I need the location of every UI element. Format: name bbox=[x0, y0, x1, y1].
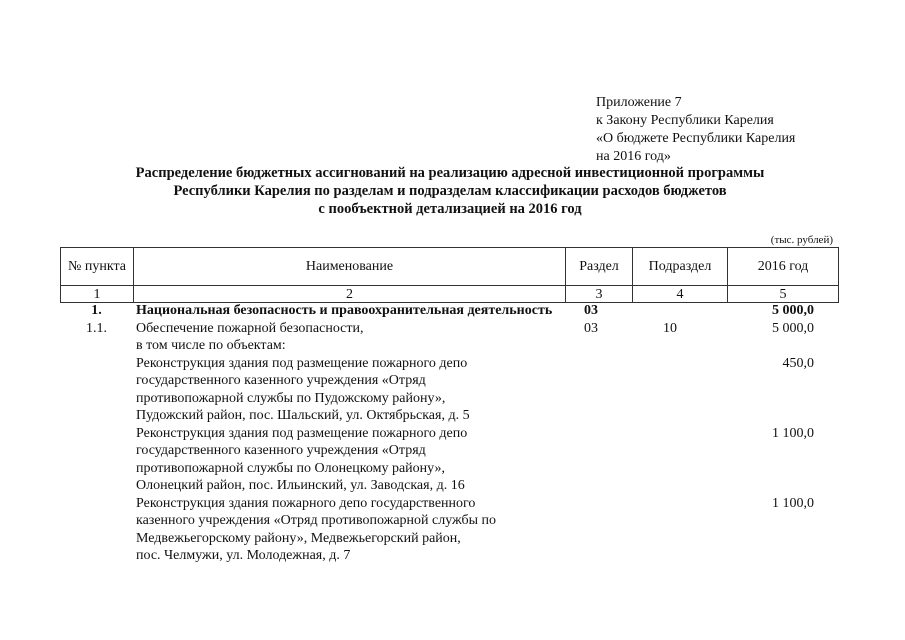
row-name-line: государственного казенного учреждения «Отряд bbox=[136, 443, 426, 458]
row-amount: 1 100,0 bbox=[772, 495, 814, 511]
row-section: 03 bbox=[584, 303, 598, 318]
header-name: Наименование bbox=[134, 248, 566, 286]
row-name-line: Реконструкция здания под размещение пожарного депо bbox=[136, 355, 468, 371]
row-name-line: пос. Челмужи, ул. Молодежная, д. 7 bbox=[136, 548, 351, 563]
title-line: Распределение бюджетных ассигнований на реализацию адресной инвестиционной программы bbox=[135, 165, 765, 181]
row-name-line: Реконструкция здания под размещение пожарного депо bbox=[136, 425, 468, 441]
table-row bbox=[60, 302, 838, 320]
row-name-line: противопожарной службы по Пудожскому району», bbox=[136, 390, 446, 406]
row-amount: 5 000,0 bbox=[772, 303, 814, 318]
row-name-line: Обеспечение пожарной безопасности, bbox=[136, 320, 364, 336]
table-body bbox=[60, 302, 838, 565]
row-name-line: Олонецкий район, пос. Ильинский, ул. Заводская, д. 16 bbox=[136, 478, 465, 493]
appendix-line: «О бюджете Республики Карелия bbox=[596, 131, 796, 146]
col-number: 4 bbox=[633, 286, 728, 303]
row-name bbox=[136, 320, 566, 355]
table-row bbox=[60, 355, 838, 425]
col-number: 3 bbox=[566, 286, 633, 303]
row-name-line: Медвежьегорскому району», Медвежьегорский район, bbox=[136, 530, 461, 546]
row-name-line: Реконструкция здания пожарного депо государственного bbox=[136, 495, 476, 511]
row-section: 03 bbox=[584, 320, 598, 336]
row-name: Национальная безопасность и правоохранительная деятельность bbox=[136, 303, 553, 318]
title-line: Республики Карелия по разделам и подразделам классификации расходов бюджетов bbox=[173, 183, 727, 199]
col-number: 5 bbox=[728, 286, 839, 303]
row-name bbox=[136, 425, 566, 495]
appendix-line: Приложение 7 bbox=[596, 95, 682, 110]
header-section: Раздел bbox=[566, 248, 633, 286]
header-num: № пункта bbox=[61, 248, 134, 286]
row-name bbox=[136, 355, 566, 425]
row-name-line: в том числе по объектам: bbox=[136, 338, 286, 353]
col-number: 1 bbox=[61, 286, 134, 303]
appendix-line: к Закону Республики Карелия bbox=[596, 113, 774, 128]
row-num: 1. bbox=[91, 303, 102, 318]
row-name-line: противопожарной службы по Олонецкому району», bbox=[136, 460, 445, 476]
table-row bbox=[60, 495, 838, 565]
table-row bbox=[60, 425, 838, 495]
row-name-line: государственного казенного учреждения «Отряд bbox=[136, 373, 426, 388]
header-row bbox=[61, 248, 839, 286]
row-name bbox=[136, 495, 566, 565]
appendix-line: на 2016 год» bbox=[596, 149, 671, 164]
header-year: 2016 год bbox=[728, 248, 839, 286]
units-note: (тыс. рублей) bbox=[770, 234, 833, 246]
row-amount: 5 000,0 bbox=[772, 320, 814, 336]
row-name-line: Пудожский район, пос. Шальский, ул. Октябрьская, д. 5 bbox=[136, 408, 470, 423]
row-name-line: казенного учреждения «Отряд противопожарной службы по bbox=[136, 513, 497, 528]
column-number-row bbox=[61, 286, 839, 303]
row-subsection: 10 bbox=[663, 320, 677, 336]
table-row bbox=[60, 320, 838, 355]
row-num: 1.1. bbox=[86, 320, 107, 336]
budget-table-header bbox=[60, 247, 839, 303]
document-title bbox=[100, 164, 800, 218]
row-amount: 450,0 bbox=[782, 355, 814, 371]
header-subsection: Подраздел bbox=[633, 248, 728, 286]
appendix-caption bbox=[596, 94, 795, 166]
row-amount: 1 100,0 bbox=[772, 425, 814, 441]
col-number: 2 bbox=[134, 286, 566, 303]
title-line: с пообъектной детализацией на 2016 год bbox=[318, 201, 582, 217]
